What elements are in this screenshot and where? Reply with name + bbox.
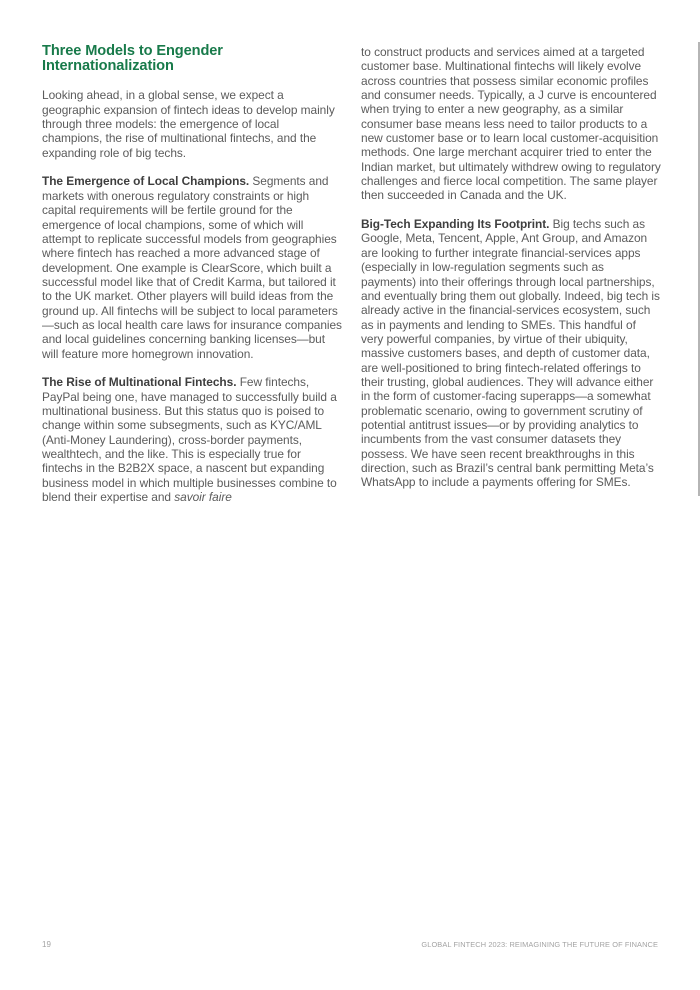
- publication-title: GLOBAL FINTECH 2023: REIMAGINING THE FUTURE OF FINANCE: [421, 940, 658, 949]
- multinational-heading: The Rise of Multinational Fintechs.: [42, 375, 237, 390]
- local-champions-body: Segments and markets with onerous regulatory constraints or high capital requirements will be fertile ground for the emergence of local champions, some of which will attempt to replicate successful models from geographies where fintech has reached a more advanced stage of development. One example is ClearScore, which built a successful model like that of Credit Karma, but tailored it to the UK market. Other players will build ideas from the ground up. All fintechs will be subject to local parameters—such as local health care laws for insurance companies and local guidelines concerning banking licenses—but will feature more homegrown innovation.: [42, 174, 342, 361]
- multinational-italic-term: savoir faire: [174, 490, 232, 505]
- big-tech-body: Big techs such as Google, Meta, Tencent, Apple, Ant Group, and Amazon are looking to further integrate financial-services apps (especially in low-regulation segments such as payments) into their offerings through local partnerships, and eventually bring them out globally. Indeed, big tech is already active in the financial-services ecosystem, such as in payments and lending to SMEs. This handful of very powerful companies, by virtue of their ubiquity, massive customers bases, and depth of customer data, are well-positioned to bring fintech-related offerings to their trusting, global audiences. They will advance either in the form of customer-facing superapps—a somewhat problematic scenario, owing to government scrutiny of potential antitrust issues—or by providing analytics to incumbents from the vast consumer datasets they possess. We have seen recent breakthroughs in this direction, such as Brazil’s central bank permitting Meta’s WhatsApp to include a payments offering for SMEs.: [361, 217, 660, 490]
- page-number: 19: [42, 940, 51, 949]
- multinational-body: Few fintechs, PayPal being one, have managed to successfully build a multinational business. But this status quo is poised to change within some subsegments, such as KYC/AML (Anti-Money Laundering), cross-border payments, wealthtech, and the like. This is especially true for fintechs in the B2B2X space, a nascent but expanding business model in which multiple businesses combine to blend their expertise and: [42, 375, 337, 505]
- big-tech-paragraph: [361, 217, 661, 490]
- multinational-continuation-paragraph: to construct products and services aimed at a targeted customer base. Multinational fintechs will likely evolve across countries that possess similar economic profiles and consumer needs. Typically, a J curve is encountered when trying to enter a new geography, as a similar consumer base means less need to tailor products to a new customer base or to learn local customer-acquisition methods. One large merchant acquirer tried to enter the Indian market, but ultimately withdrew owing to regulatory challenges and fierce local competition. The same player then succeeded in Canada and the UK.: [361, 45, 661, 203]
- multinational-paragraph: [42, 375, 342, 504]
- page-edge-divider: [698, 42, 700, 496]
- local-champions-heading: The Emergence of Local Champions.: [42, 174, 250, 189]
- left-column: [42, 44, 342, 519]
- right-column: [361, 45, 661, 504]
- local-champions-paragraph: [42, 174, 342, 360]
- section-title: Three Models to Engender Internationalization: [42, 43, 223, 75]
- intro-paragraph: Looking ahead, in a global sense, we expect a geographic expansion of fintech ideas to develop mainly through three models: the emergence of local champions, the rise of multinational fintechs, and the expanding role of big techs.: [42, 88, 335, 160]
- big-tech-heading: Big-Tech Expanding Its Footprint.: [361, 217, 550, 232]
